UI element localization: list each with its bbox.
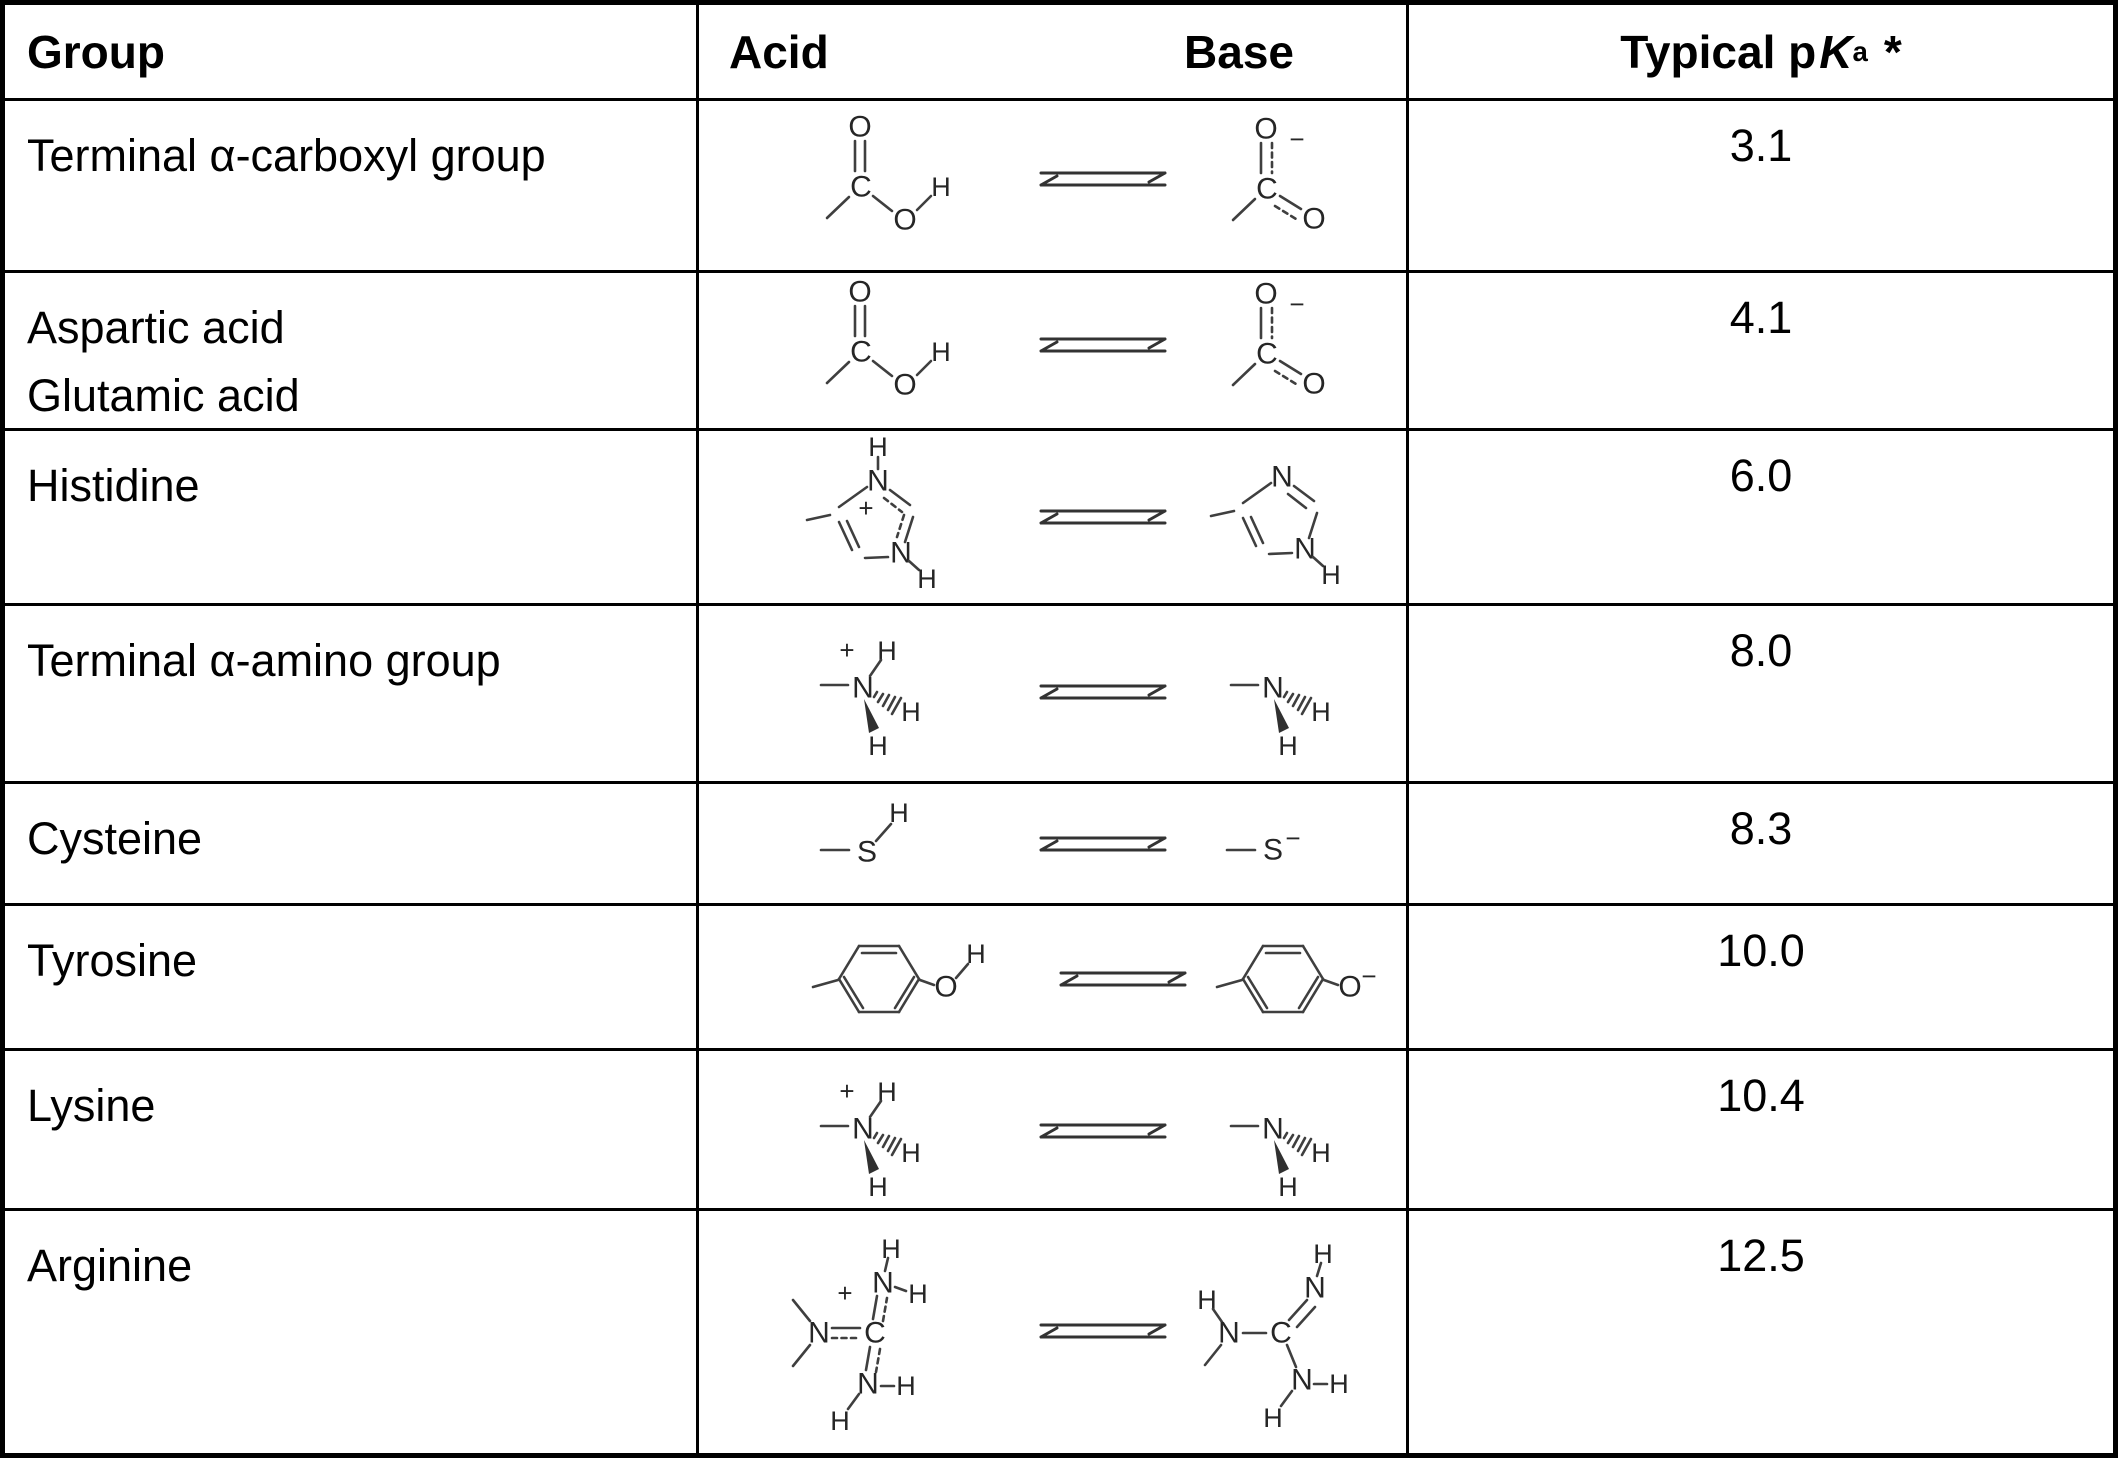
structure-cell-terminal-carboxyl bbox=[699, 101, 1409, 273]
group-label: Aspartic acid bbox=[27, 302, 285, 353]
acid-structure bbox=[807, 432, 937, 594]
header-acid-label: Acid bbox=[729, 25, 829, 78]
equilibrium-arrows-icon bbox=[1061, 973, 1185, 985]
group-label: Cysteine bbox=[27, 813, 203, 864]
structure-cell-terminal-amino bbox=[699, 606, 1409, 784]
base-structure bbox=[1233, 113, 1326, 236]
structure-cell-tyrosine bbox=[699, 906, 1409, 1051]
acid-structure bbox=[813, 939, 986, 1012]
acid-structure bbox=[793, 1234, 928, 1436]
group-cell-histidine bbox=[5, 431, 699, 606]
pka-value: 10.0 bbox=[1717, 925, 1805, 976]
equilibrium-arrows-icon bbox=[1041, 838, 1165, 850]
group-label: Tyrosine bbox=[27, 935, 198, 986]
carboxyl-equilibrium-diagram bbox=[699, 273, 1406, 428]
group-cell-terminal-carboxyl bbox=[5, 101, 699, 273]
equilibrium-arrows-icon bbox=[1041, 1125, 1165, 1137]
base-structure bbox=[1227, 823, 1301, 867]
acid-structure bbox=[821, 1076, 921, 1202]
equilibrium-arrows-icon bbox=[1041, 1325, 1165, 1337]
header-group-label: Group bbox=[27, 25, 165, 78]
group-label: Terminal α-carboxyl group bbox=[27, 130, 546, 181]
equilibrium-arrows-icon bbox=[1041, 173, 1165, 185]
pka-cell bbox=[1409, 1211, 2113, 1453]
acid-structure bbox=[821, 798, 909, 869]
header-pka-prefix: Typical p bbox=[1620, 25, 1817, 78]
group-label-2: Glutamic acid bbox=[27, 370, 300, 422]
group-cell-arginine bbox=[5, 1211, 699, 1453]
base-structure bbox=[1211, 461, 1341, 591]
pka-cell bbox=[1409, 273, 2113, 431]
group-label: Histidine bbox=[27, 460, 200, 511]
pka-value: 3.1 bbox=[1729, 120, 1793, 171]
header-pka-k: K bbox=[1819, 25, 1853, 78]
pka-cell bbox=[1409, 431, 2113, 606]
structure-cell-histidine bbox=[699, 431, 1409, 606]
equilibrium-arrows-icon bbox=[1041, 686, 1165, 698]
acid-structure bbox=[827, 111, 951, 237]
pka-cell bbox=[1409, 906, 2113, 1051]
phenol-equilibrium-diagram bbox=[699, 906, 1406, 1048]
equilibrium-arrows-icon bbox=[1041, 339, 1165, 351]
imidazole-equilibrium-diagram bbox=[699, 431, 1406, 603]
amino-equilibrium-diagram bbox=[699, 606, 1406, 781]
structure-cell-cysteine bbox=[699, 784, 1409, 906]
acid-structure bbox=[821, 635, 921, 761]
pka-value: 8.3 bbox=[1729, 803, 1793, 854]
pka-value: 8.0 bbox=[1729, 625, 1793, 676]
structure-cell-asp-glu bbox=[699, 273, 1409, 431]
header-acid-base bbox=[699, 5, 1409, 101]
base-structure bbox=[1197, 1239, 1349, 1433]
base-structure bbox=[1231, 1113, 1331, 1203]
group-cell-tyrosine bbox=[5, 906, 699, 1051]
header-pka bbox=[1409, 5, 2113, 101]
base-structure bbox=[1217, 946, 1377, 1012]
acid-structure bbox=[827, 276, 951, 402]
pka-cell bbox=[1409, 1051, 2113, 1211]
header-group bbox=[5, 5, 699, 101]
group-cell-cysteine bbox=[5, 784, 699, 906]
structure-cell-arginine bbox=[699, 1211, 1409, 1453]
pka-value: 6.0 bbox=[1729, 450, 1793, 501]
pka-value: 12.5 bbox=[1717, 1230, 1805, 1281]
pka-cell bbox=[1409, 606, 2113, 784]
base-structure bbox=[1231, 672, 1331, 762]
header-base-label: Base bbox=[1184, 25, 1294, 78]
group-cell-terminal-amino bbox=[5, 606, 699, 784]
structure-cell-lysine bbox=[699, 1051, 1409, 1211]
thiol-equilibrium-diagram bbox=[699, 784, 1406, 903]
group-label: Terminal α-amino group bbox=[27, 635, 501, 686]
pka-cell bbox=[1409, 101, 2113, 273]
group-label: Lysine bbox=[27, 1080, 156, 1131]
group-cell-lysine bbox=[5, 1051, 699, 1211]
equilibrium-arrows-icon bbox=[1041, 511, 1165, 523]
header-pka-asterisk: * bbox=[1883, 25, 1902, 78]
carboxyl-equilibrium-diagram bbox=[699, 101, 1406, 270]
pka-value: 4.1 bbox=[1729, 292, 1793, 343]
pka-value: 10.4 bbox=[1717, 1070, 1805, 1121]
pka-cell bbox=[1409, 784, 2113, 906]
group-cell-asp-glu bbox=[5, 273, 699, 431]
amino-equilibrium-diagram bbox=[699, 1051, 1406, 1208]
guanidinium-equilibrium-diagram bbox=[699, 1211, 1406, 1453]
base-structure bbox=[1233, 278, 1326, 401]
header-pka-subscript: a bbox=[1852, 35, 1868, 67]
group-label: Arginine bbox=[27, 1240, 193, 1291]
